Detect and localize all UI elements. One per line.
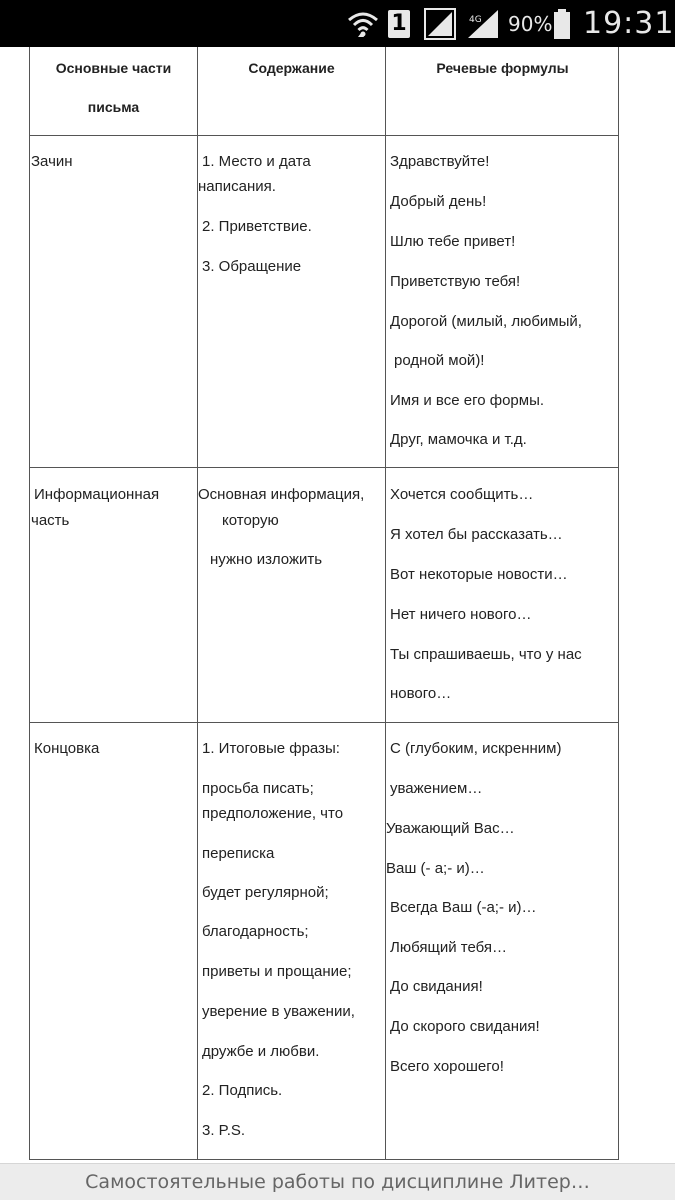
clock-time: 19:31 bbox=[583, 6, 675, 41]
column-divider bbox=[197, 47, 198, 1159]
row3-formula: Уважающий Вас… bbox=[386, 820, 515, 837]
row3-content-line: 3. P.S. bbox=[202, 1122, 246, 1139]
column-divider bbox=[385, 47, 386, 1159]
row1-formula: Имя и все его формы. bbox=[390, 392, 545, 409]
row3-content-line: предположение, что bbox=[202, 805, 344, 822]
battery-percent: 90% bbox=[508, 11, 553, 36]
row3-content-line: уверение в уважении, bbox=[202, 1003, 355, 1020]
row1-formula: Здравствуйте! bbox=[390, 153, 490, 170]
row3-formula: Всего хорошего! bbox=[390, 1058, 504, 1075]
row1-content-line: 3. Обращение bbox=[202, 258, 302, 275]
sim-slot-icon: 1 bbox=[388, 0, 414, 47]
row1-formula: Дорогой (милый, любимый, bbox=[390, 313, 582, 330]
row3-formula: С (глубоким, искренним) bbox=[390, 740, 562, 757]
row2-formula: Ты спрашиваешь, что у нас bbox=[390, 646, 582, 663]
row1-content-line: 1. Место и дата bbox=[202, 153, 311, 170]
page-title: Самостоятельные работы по дисциплине Литер… bbox=[85, 1171, 590, 1193]
row1-formula: Приветствую тебя! bbox=[390, 273, 521, 290]
signal-strength-icon bbox=[424, 0, 458, 47]
row1-formula: родной мой)! bbox=[394, 352, 485, 369]
row1-content-line: 2. Приветствие. bbox=[202, 218, 312, 235]
row1-content-line: написания. bbox=[198, 178, 276, 195]
header-formulas: Речевые формулы bbox=[436, 60, 569, 76]
row1-part: Зачин bbox=[31, 153, 73, 170]
row1-formula: Добрый день! bbox=[390, 193, 487, 210]
letter-structure-table bbox=[29, 47, 619, 1160]
page-title-bar[interactable] bbox=[0, 1163, 675, 1200]
row2-content-line: нужно изложить bbox=[210, 551, 323, 568]
row2-part: часть bbox=[31, 512, 70, 529]
row3-formula: До скорого свидания! bbox=[390, 1018, 540, 1035]
row2-formula: Хочется сообщить… bbox=[390, 486, 534, 503]
row3-content-line: 1. Итоговые фразы: bbox=[202, 740, 340, 757]
row3-part: Концовка bbox=[34, 740, 100, 757]
status-bar bbox=[0, 0, 675, 47]
row3-content-line: приветы и прощание; bbox=[202, 963, 352, 980]
row2-formula: Нет ничего нового… bbox=[390, 606, 532, 623]
header-content: Содержание bbox=[248, 60, 335, 76]
row3-content-line: дружбе и любви. bbox=[202, 1043, 320, 1060]
row-divider bbox=[30, 135, 618, 136]
row1-formula: Друг, мамочка и т.д. bbox=[390, 431, 527, 448]
row3-content-line: 2. Подпись. bbox=[202, 1082, 283, 1099]
row2-content-line: которую bbox=[222, 512, 279, 529]
header-parts-line2: письма bbox=[87, 99, 140, 115]
row3-content-line: будет регулярной; bbox=[202, 884, 329, 901]
row3-content-line: просьба писать; bbox=[202, 780, 314, 797]
row1-formula: Шлю тебе привет! bbox=[390, 233, 516, 250]
mobile-signal-icon bbox=[466, 0, 502, 47]
row3-formula: Любящий тебя… bbox=[390, 939, 508, 956]
row-divider bbox=[30, 722, 618, 723]
row2-formula: нового… bbox=[390, 685, 452, 702]
row-divider bbox=[30, 467, 618, 468]
row2-formula: Вот некоторые новости… bbox=[390, 566, 568, 583]
row3-formula: уважением… bbox=[390, 780, 483, 797]
row2-formula: Я хотел бы рассказать… bbox=[390, 526, 563, 543]
battery-icon bbox=[553, 0, 573, 47]
wifi-icon bbox=[346, 0, 382, 47]
header-parts-line1: Основные части bbox=[55, 60, 172, 76]
row2-part: Информационная bbox=[34, 486, 160, 503]
row3-content-line: благодарность; bbox=[202, 923, 309, 940]
row3-content-line: переписка bbox=[202, 845, 275, 862]
svg-text:4G: 4G bbox=[469, 14, 482, 25]
row3-formula: Всегда Ваш (-а;- и)… bbox=[390, 899, 537, 916]
row3-formula: Ваш (- а;- и)… bbox=[386, 860, 485, 877]
row3-formula: До свидания! bbox=[390, 978, 483, 995]
row2-content-line: Основная информация, bbox=[198, 486, 365, 503]
